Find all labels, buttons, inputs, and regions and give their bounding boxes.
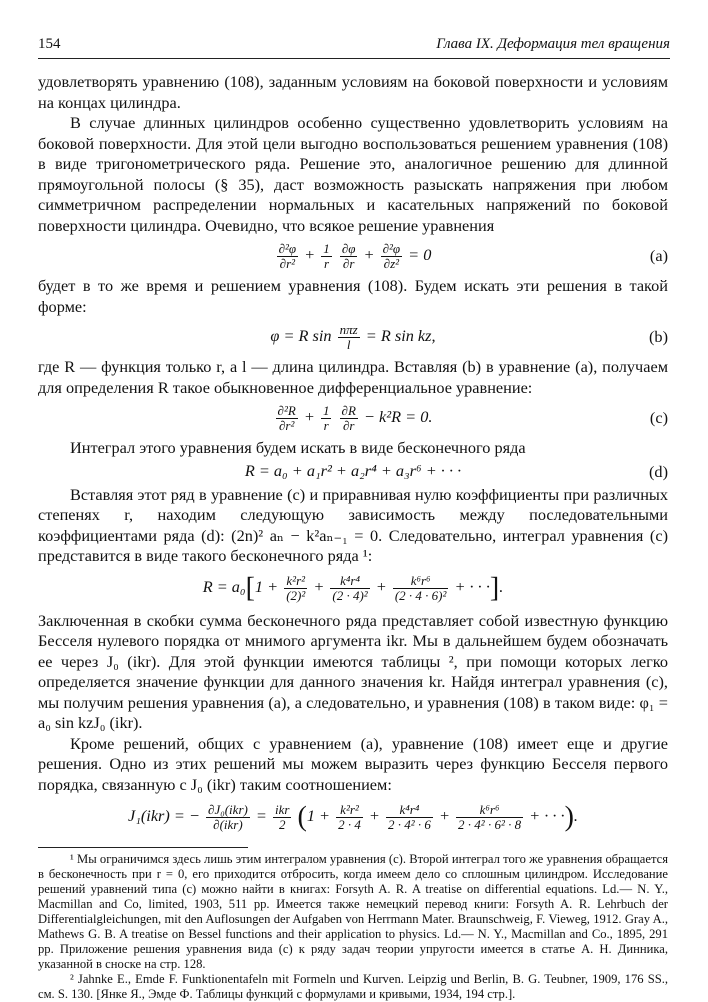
equation-c xyxy=(38,398,668,438)
equation-label: (c) xyxy=(649,407,668,427)
footnote-1: ¹ Мы ограничимся здесь лишь этим интегралом уравнения (c). Второй интеграл того же уравнения обращается в бесконечность при r = 0, его приходится отбросить, когда имеем дело со сплошным цилиндром. Исследование решений уравнений типа (c) можно найти в книгах: Forsyth A. R. A treatise on differential equations. Ld.— N. Y., Macmillan and Co, limited, 1903, 511 pp. Имеется также немецкий перевод книги: Forsyth A. R. Lehrbuch der Differentialgleichungen, mit den Auflosungen der Aufgaben von Herrmann Mater. Braunschweig, F. Vieweg, 1912. Gray A., Mathews G. B. A treatise on Bessel functions and their application to physics. Ld.— N. Y., Macmillan and Co., 1895, 291 pp. Приложение решения уравнения вида (c) к ряду задач теории упругости имеется в статье А. Н. Динника, указанной в сноске на стр. 128. xyxy=(38,852,668,971)
paragraph: Кроме решений, общих с уравнением (a), уравнение (108) имеет еще и другие решения. Одно из этих решений мы можем выразить через функцию Бесселя первого порядка, связанную с J₀ (ikr) таким соотношением: xyxy=(38,733,668,794)
paragraph: Заключенная в скобки сумма бесконечного ряда представляет собой известную функцию Бесселя нулевого порядка от мнимого аргумента ikr. Мы в дальнейшем будем обозначать ее через J₀ (ikr). Для этой функции имеются таблицы ², при помощи которых легко определяется значение функции для данного значения kr. Найдя интеграл уравнения (c), мы получим решения уравнения (a), а следовательно, и уравнения (108) в таком виде: φ₁ = a₀ sin kzJ₀ (ikr). xyxy=(38,610,668,732)
equation-bessel xyxy=(38,795,668,839)
paragraph: где R — функция только r, а l — длина цилиндра. Вставляя (b) в уравнение (a), получаем для определения R такое обыкновенное дифференциальное уравнение: xyxy=(38,357,668,397)
page-number: 154 xyxy=(38,36,61,52)
equation-a-formula: $\frac{\text{∂²φ}}{\text{∂r²}}$ + $\frac{1}{r}$ $\frac{\partial\varphi}{\partial r}$ + $\frac{\text{∂²φ}}{\text{∂z²}}$ = 0 xyxy=(278,240,432,271)
paragraph: удовлетворять уравнению (108), заданным условиям на боковой поверхности и условиям на концах цилиндра. xyxy=(38,72,668,112)
equation-b-formula: φ = R sin $\frac{\text{nπz}}{l}$ = R sin kz, xyxy=(270,321,436,352)
page-body xyxy=(38,72,668,1002)
equation-d-formula: R = a₀ + a₁r² + a₂r⁴ + a₃r⁶ + · · · xyxy=(244,461,462,481)
equation-label: (d) xyxy=(649,461,668,481)
equation-a xyxy=(38,236,668,276)
equation-d xyxy=(38,459,668,485)
equation-b xyxy=(38,317,668,357)
equation-label: (a) xyxy=(649,245,668,265)
paragraph: Интеграл этого уравнения будем искать в виде бесконечного ряда xyxy=(70,438,526,457)
equation-c-formula: $\frac{\text{∂²R}}{\text{∂r²}}$ + $\frac{1}{r}$ $\frac{\partial R}{\partial r}$ − k²R = 0. xyxy=(277,402,433,433)
running-title: Глава IX. Деформация тел вращения xyxy=(436,36,670,52)
footnote-2: ² Jahnke E., Emde F. Funktionentafeln mit Formeln und Kurven. Leipzig und Berlin, B. G. Teubner, 1909, 176 SS., см. S. 130. [Янке Я., Эмде Ф. Таблицы функций с формулами и кривыми, 1934, 194 стр.]. xyxy=(38,972,668,1001)
paragraph: будет в то же время и решением уравнения (108). Будем искать эти решения в такой форме: xyxy=(38,276,668,316)
page-header xyxy=(38,34,670,59)
equation-series-formula: R = a₀[1 + $\frac{\text{k²r²}}{\text{(2)²}}$ + $\frac{\text{k⁴r⁴}}{\text{(2 · 4)²}}$ + $\frac{\text{k⁶r⁶}}{\text{(2 · 4 · 6)²}}$ + · · ·]. xyxy=(202,572,504,604)
equation-series xyxy=(38,567,668,611)
equation-label: (b) xyxy=(649,326,668,346)
paragraph: В случае длинных цилиндров особенно существенно удовлетворить условиям на боковой поверхности. Для этой цели выгодно воспользоваться решением уравнения (108) в виде тригонометрического ряда. Решение это, аналогичное решению для длинной прямоугольной полосы (§ 35), даст возможность разыскать напряжения при любом симметричном распределении нормальных и касательных напряжений по боковой поверхности цилиндра. Очевидно, что всякое решение уравнения xyxy=(38,113,668,235)
paragraph: Вставляя этот ряд в уравнение (c) и приравнивая нулю коэффициенты при различных степенях r, находим следующую зависимость между последовательными коэффициентами ряда (d): (2n)² aₙ − k²aₙ₋₁ = 0. Следовательно, интеграл уравнения (c) представится в виде такого бесконечного ряда ¹: xyxy=(38,484,668,565)
footnote-divider xyxy=(38,847,248,848)
equation-bessel-formula: J₁(ikr) = − $\frac{\text{∂J₀(ikr)}}{\text{∂(ikr)}}$ = $\frac{\text{ikr}}{2}$ (1 + $\frac{\text{k²r²}}{2 \cdot 4}$ + $\frac{\text{k⁴r⁴}}{\text{2 · 4² · 6}}$ + $\frac{\text{k⁶r⁶}}{\text{2 · 4² · 6² · 8}}$ + · · ·). xyxy=(128,801,578,832)
